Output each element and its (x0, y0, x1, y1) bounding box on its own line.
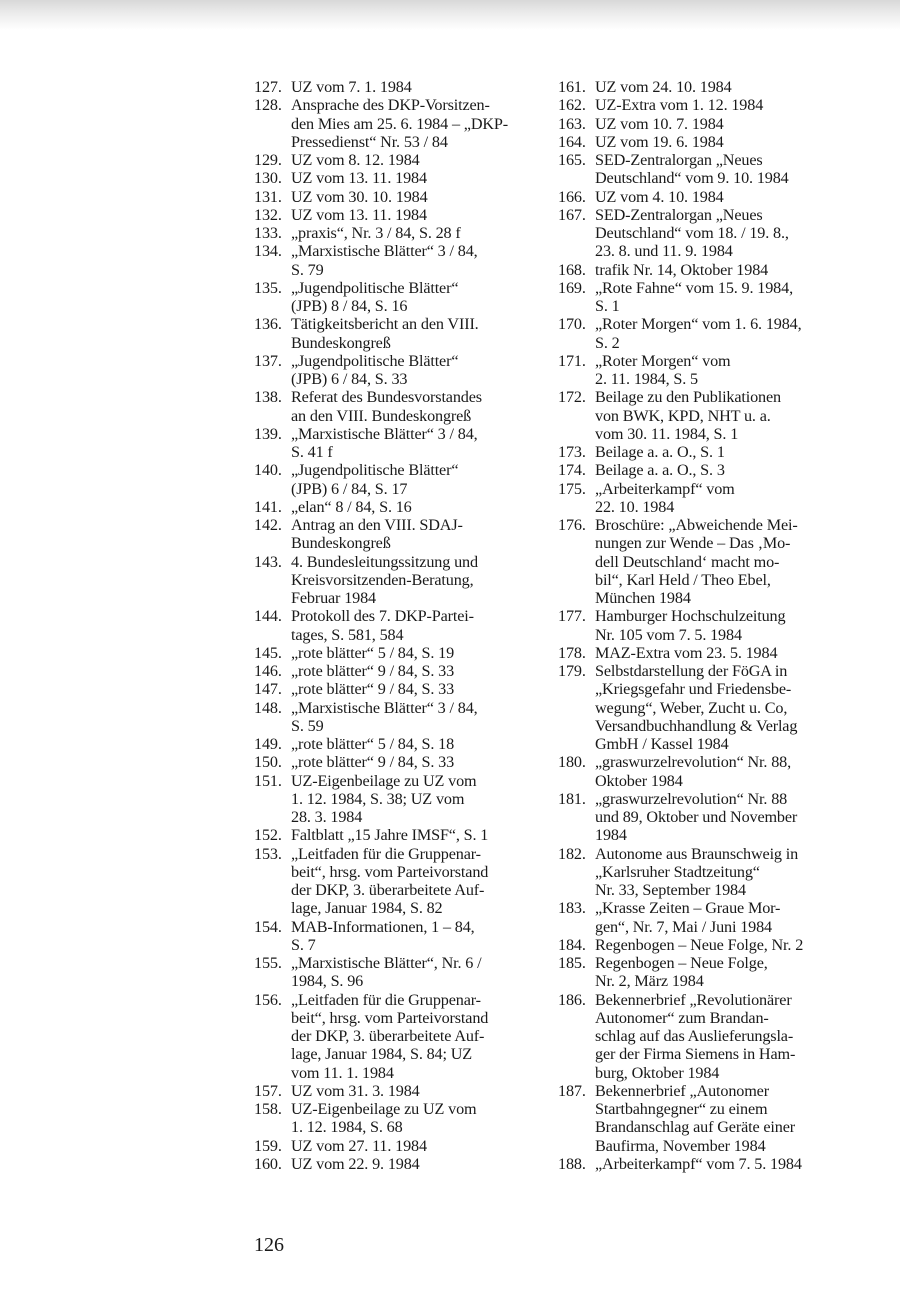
footnote-number: 154. (254, 917, 282, 936)
footnote-item (254, 1100, 539, 1137)
footnote-item (254, 224, 539, 242)
footnote-text: Bekennerbrief „Revolutionärer Autonomer“ zum Brandan- schlag auf das Auslieferungsla- ger der Firma Siemens in Ham- burg, Oktober 1984 (595, 990, 796, 1082)
footnote-text: UZ vom 4. 10. 1984 (595, 187, 724, 206)
footnote-number: 142. (254, 516, 282, 534)
footnote-number: 187. (558, 1081, 586, 1100)
footnote-number: 141. (254, 497, 282, 516)
footnote-text: UZ-Eigenbeilage zu UZ vom 1. 12. 1984, S. 68 (291, 1100, 477, 1137)
footnote-item (254, 644, 539, 662)
footnote-number: 134. (254, 242, 282, 261)
footnote-item (254, 553, 539, 608)
footnote-item (254, 954, 539, 991)
footnote-number: 168. (558, 260, 586, 279)
footnote-number: 177. (558, 607, 586, 626)
footnote-number: 136. (254, 315, 282, 334)
footnote-text: „Roter Morgen“ vom 1. 6. 1984, S. 2 (595, 315, 802, 352)
footnote-text: Selbstdarstellung der FöGA in „Kriegsgefahr und Friedensbe- wegung“, Weber, Zucht u. Co, Versandbuchhandlung & Verlag GmbH / Kassel 1984 (595, 662, 798, 753)
footnote-text: MAB-Informationen, 1 – 84, S. 7 (291, 917, 475, 954)
footnote-item (558, 133, 848, 151)
footnote-text: SED-Zentralorgan „Neues Deutschland“ vom 18. / 19. 8., 23. 8. und 11. 9. 1984 (595, 205, 789, 261)
footnote-text: „Jugendpolitische Blätter“ (JPB) 6 / 84, S. 17 (291, 461, 459, 498)
footnote-number: 163. (558, 114, 586, 133)
footnote-number: 174. (558, 461, 586, 480)
footnote-text: Regenbogen – Neue Folge, Nr. 2 (595, 935, 804, 954)
footnote-item (254, 826, 539, 844)
footnote-item (558, 607, 848, 644)
footnote-item (558, 96, 848, 114)
footnote-number: 162. (558, 96, 586, 115)
footnote-text: Faltblatt „15 Jahre IMSF“, S. 1 (291, 826, 489, 845)
footnote-item (254, 991, 539, 1082)
notes-column-right (558, 78, 848, 1173)
footnote-text: „Marxistische Blätter“, Nr. 6 / 1984, S. 96 (291, 954, 482, 991)
notes-column-left (254, 78, 539, 1173)
footnote-text: Autonome aus Braunschweig in „Karlsruher Stadtzeitung“ Nr. 33, September 1984 (595, 844, 799, 899)
footnote-item (558, 443, 848, 461)
footnote-text: „rote blätter“ 9 / 84, S. 33 (291, 680, 455, 699)
footnote-number: 161. (558, 78, 586, 96)
page-number: 126 (254, 1234, 284, 1256)
footnote-number: 159. (254, 1136, 282, 1155)
footnote-item (558, 352, 848, 389)
footnote-text: UZ vom 13. 11. 1984 (291, 205, 427, 224)
footnote-number: 127. (254, 78, 282, 96)
footnote-item (254, 516, 539, 553)
footnote-item (558, 480, 848, 517)
footnote-number: 158. (254, 1100, 282, 1118)
footnote-number: 164. (558, 132, 586, 151)
footnote-item (558, 315, 848, 352)
footnote-text: Antrag an den VIII. SDAJ- Bundeskongreß (291, 516, 463, 553)
footnote-item (558, 151, 848, 188)
footnote-text: „elan“ 8 / 84, S. 16 (291, 497, 412, 516)
footnote-number: 172. (558, 388, 586, 407)
footnote-text: Referat des Bundesvorstandes an den VIII. Bundeskongreß (291, 388, 482, 425)
footnote-number: 184. (558, 935, 586, 954)
footnote-text: Bekennerbrief „Autonomer Startbahngegner“ zu einem Brandanschlag auf Geräte einer Baufirma, November 1984 (595, 1081, 795, 1155)
footnote-number: 171. (558, 351, 586, 370)
footnote-number: 130. (254, 169, 282, 188)
footnote-text: „rote blätter“ 5 / 84, S. 19 (291, 643, 455, 662)
footnote-number: 135. (254, 278, 282, 297)
footnote-item (254, 1082, 539, 1100)
footnote-item (254, 388, 539, 425)
footnote-item (254, 1137, 539, 1155)
footnote-text: Beilage a. a. O., S. 3 (595, 461, 725, 480)
footnote-item (254, 425, 539, 462)
footnote-item (254, 315, 539, 352)
footnote-number: 147. (254, 680, 282, 699)
footnote-number: 166. (558, 187, 586, 206)
footnote-number: 145. (254, 643, 282, 662)
footnote-text: Protokoll des 7. DKP-Partei- tages, S. 581, 584 (291, 607, 474, 644)
footnote-text: Beilage a. a. O., S. 1 (595, 443, 725, 461)
footnote-text: „Marxistische Blätter“ 3 / 84, S. 59 (291, 698, 478, 735)
footnote-item (558, 388, 848, 443)
footnote-item (254, 772, 539, 827)
footnote-item (558, 78, 848, 96)
footnote-item (254, 242, 539, 279)
footnote-text: „Arbeiterkampf“ vom 22. 10. 1984 (595, 479, 735, 516)
footnote-item (254, 169, 539, 187)
footnote-number: 128. (254, 96, 282, 115)
footnote-number: 180. (558, 753, 586, 772)
footnote-number: 143. (254, 552, 282, 571)
footnote-text: Hamburger Hochschulzeitung Nr. 105 vom 7. 5. 1984 (595, 607, 786, 644)
footnote-text: UZ vom 31. 3. 1984 (291, 1081, 420, 1100)
footnote-number: 157. (254, 1081, 282, 1100)
footnote-number: 183. (558, 899, 586, 918)
footnote-text: „Leitfaden für die Gruppenar- beit“, hrsg. vom Parteivorstand der DKP, 3. überarbeitete Auf- lage, Januar 1984, S. 84; UZ vom 11. 1. 1984 (291, 990, 489, 1082)
footnote-number: 137. (254, 351, 282, 370)
footnote-text: trafik Nr. 14, Oktober 1984 (595, 260, 769, 279)
footnote-text: UZ vom 7. 1. 1984 (291, 78, 412, 96)
footnote-text: „graswurzelrevolution“ Nr. 88, Oktober 1984 (595, 753, 791, 790)
footnote-item (558, 206, 848, 261)
footnote-item (558, 644, 848, 662)
footnote-number: 165. (558, 151, 586, 169)
footnote-number: 132. (254, 205, 282, 224)
footnote-item (254, 735, 539, 753)
footnote-text: „rote blätter“ 9 / 84, S. 33 (291, 662, 455, 680)
footnote-text: UZ vom 8. 12. 1984 (291, 151, 420, 169)
footnote-number: 150. (254, 753, 282, 772)
footnote-text: „Krasse Zeiten – Graue Mor- gen“, Nr. 7, Mai / Juni 1984 (595, 899, 781, 936)
footnote-item (558, 1082, 848, 1155)
footnote-item (254, 918, 539, 955)
footnote-item (558, 936, 848, 954)
footnote-text: „Roter Morgen“ vom 2. 11. 1984, S. 5 (595, 351, 731, 388)
footnote-item (558, 991, 848, 1082)
footnote-number: 175. (558, 479, 586, 498)
footnote-number: 179. (558, 662, 586, 680)
footnote-number: 155. (254, 954, 282, 972)
scan-edge-shadow (0, 0, 900, 30)
footnote-item (558, 279, 848, 316)
footnote-text: „graswurzelrevolution“ Nr. 88 und 89, Oktober und November 1984 (595, 789, 798, 845)
footnote-item (254, 206, 539, 224)
footnote-text: 4. Bundesleitungssitzung und Kreisvorsitzenden-Beratung, Februar 1984 (291, 552, 478, 607)
footnote-number: 188. (558, 1154, 586, 1173)
footnote-text: „rote blätter“ 5 / 84, S. 18 (291, 735, 455, 753)
footnote-number: 156. (254, 990, 282, 1009)
footnote-item (558, 261, 848, 279)
footnote-number: 138. (254, 388, 282, 407)
footnote-number: 153. (254, 844, 282, 863)
footnote-text: UZ vom 27. 11. 1984 (291, 1136, 427, 1155)
footnote-item (558, 954, 848, 991)
footnote-text: UZ vom 19. 6. 1984 (595, 132, 724, 151)
footnote-number: 131. (254, 187, 282, 206)
footnote-item (254, 662, 539, 680)
footnote-number: 129. (254, 151, 282, 169)
footnote-text: „Jugendpolitische Blätter“ (JPB) 8 / 84, S. 16 (291, 278, 459, 315)
footnote-number: 186. (558, 990, 586, 1009)
footnote-text: UZ vom 24. 10. 1984 (595, 78, 732, 96)
footnote-number: 160. (254, 1154, 282, 1173)
footnote-text: UZ vom 22. 9. 1984 (291, 1154, 420, 1173)
footnote-item (558, 516, 848, 607)
footnote-number: 133. (254, 224, 282, 242)
footnote-number: 140. (254, 461, 282, 480)
footnote-number: 182. (558, 844, 586, 863)
footnote-item (254, 461, 539, 498)
footnote-number: 167. (558, 205, 586, 224)
footnote-text: Beilage zu den Publikationen von BWK, KPD, NHT u. a. vom 30. 11. 1984, S. 1 (595, 388, 781, 443)
footnote-item (254, 498, 539, 516)
footnote-number: 185. (558, 954, 586, 972)
footnote-text: „rote blätter“ 9 / 84, S. 33 (291, 753, 455, 772)
footnote-item (254, 753, 539, 771)
footnote-number: 170. (558, 315, 586, 334)
footnote-number: 151. (254, 771, 282, 790)
footnote-number: 169. (558, 278, 586, 297)
footnote-number: 152. (254, 826, 282, 845)
footnote-item (254, 607, 539, 644)
footnote-text: „Arbeiterkampf“ vom 7. 5. 1984 (595, 1154, 802, 1173)
footnote-text: Tätigkeitsbericht an den VIII. Bundeskongreß (291, 315, 479, 352)
footnote-text: SED-Zentralorgan „Neues Deutschland“ vom 9. 10. 1984 (595, 151, 789, 188)
footnote-number: 173. (558, 443, 586, 461)
footnote-item (558, 461, 848, 479)
footnote-item (254, 279, 539, 316)
footnote-text: „Rote Fahne“ vom 15. 9. 1984, S. 1 (595, 278, 793, 315)
footnote-text: UZ-Extra vom 1. 12. 1984 (595, 96, 764, 115)
footnote-number: 176. (558, 516, 586, 534)
footnote-number: 139. (254, 424, 282, 443)
footnote-number: 146. (254, 662, 282, 680)
footnote-text: „praxis“, Nr. 3 / 84, S. 28 f (291, 224, 461, 242)
footnote-number: 181. (558, 789, 586, 808)
footnote-text: UZ vom 10. 7. 1984 (595, 114, 724, 133)
footnote-text: UZ vom 30. 10. 1984 (291, 187, 428, 206)
footnote-text: „Marxistische Blätter“ 3 / 84, S. 79 (291, 242, 478, 279)
footnote-item (558, 899, 848, 936)
footnote-item (558, 188, 848, 206)
footnote-text: „Jugendpolitische Blätter“ (JPB) 6 / 84, S. 33 (291, 351, 459, 388)
footnote-item (558, 662, 848, 753)
footnote-text: Broschüre: „Abweichende Mei- nungen zur Wende – Das ‚Mo- dell Deutschland‘ macht mo- bil“, Karl Held / Theo Ebel, München 1984 (595, 516, 798, 607)
footnote-text: UZ vom 13. 11. 1984 (291, 169, 427, 188)
footnote-text: Ansprache des DKP-Vorsitzen- den Mies am 25. 6. 1984 – „DKP- Pressedienst“ Nr. 53 / 84 (291, 96, 509, 151)
footnote-number: 178. (558, 643, 586, 662)
footnote-text: „Marxistische Blätter“ 3 / 84, S. 41 f (291, 424, 478, 461)
footnote-item (558, 1155, 848, 1173)
footnote-item (254, 188, 539, 206)
footnote-item (558, 845, 848, 900)
footnote-item (254, 352, 539, 389)
footnote-item (254, 151, 539, 169)
footnote-number: 144. (254, 607, 282, 626)
footnote-item (254, 78, 539, 96)
footnote-item (254, 845, 539, 918)
footnote-item (558, 790, 848, 845)
footnote-text: UZ-Eigenbeilage zu UZ vom 1. 12. 1984, S. 38; UZ vom 28. 3. 1984 (291, 771, 477, 826)
footnote-number: 148. (254, 698, 282, 717)
footnote-item (558, 115, 848, 133)
footnote-item (254, 1155, 539, 1173)
footnote-item (558, 753, 848, 790)
footnote-item (254, 96, 539, 151)
footnote-text: Regenbogen – Neue Folge, Nr. 2, März 1984 (595, 954, 768, 991)
footnote-text: MAZ-Extra vom 23. 5. 1984 (595, 643, 778, 662)
footnote-item (254, 680, 539, 698)
footnote-item (254, 699, 539, 736)
footnote-text: „Leitfaden für die Gruppenar- beit“, hrsg. vom Parteivorstand der DKP, 3. überarbeitete Auf- lage, Januar 1984, S. 82 (291, 844, 489, 918)
footnote-number: 149. (254, 735, 282, 753)
